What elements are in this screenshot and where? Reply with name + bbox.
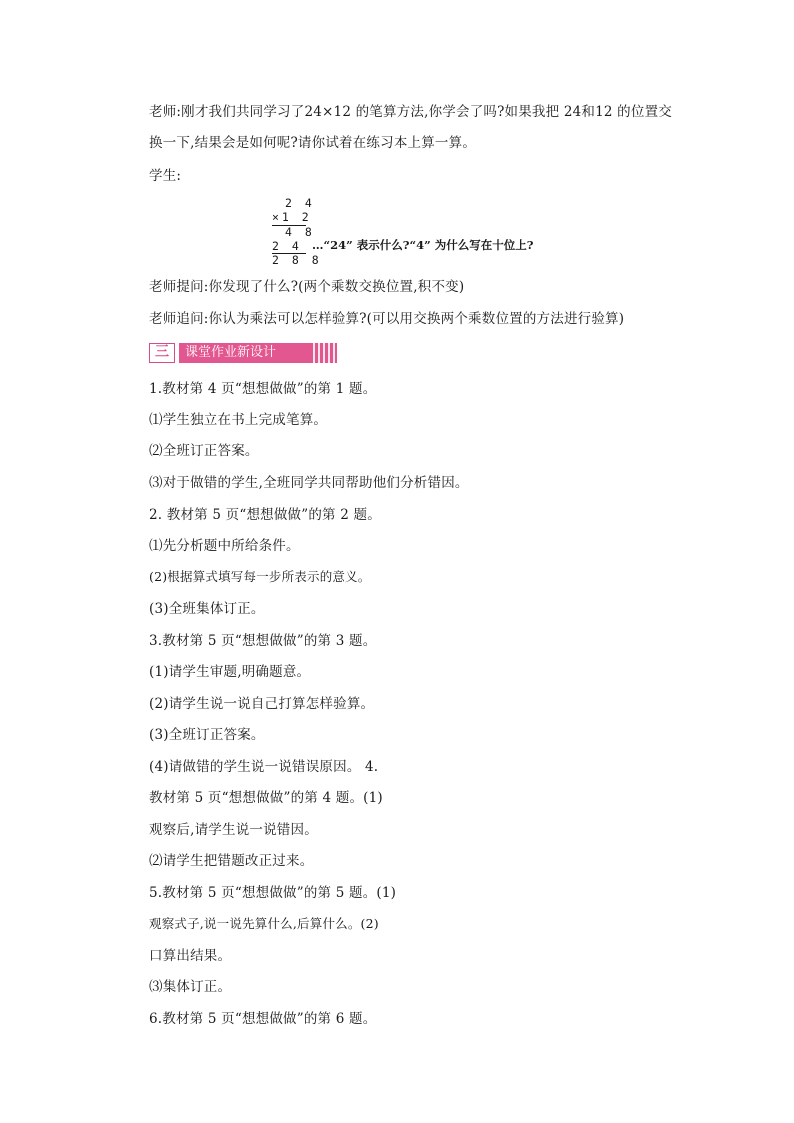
list-item: (3)全班集体订正。 xyxy=(149,601,265,617)
list-item: ⑴先分析题中所给条件。 xyxy=(149,538,300,554)
section-title: 课堂作业新设计 xyxy=(179,343,337,363)
multiplier: ×1 2 xyxy=(272,210,312,224)
list-item: (3)全班订正答案。 xyxy=(149,727,265,743)
list-item: 1.教材第 4 页“想想做做”的第 1 题。 xyxy=(149,381,377,397)
multiplicand: 2 4 xyxy=(285,196,315,210)
list-item: 6.教材第 5 页“想想做做”的第 6 题。 xyxy=(149,1011,377,1027)
section-header xyxy=(149,343,337,363)
list-item: ⑵请学生把错题改正过来。 xyxy=(149,853,314,869)
list-item: ⑶集体订正。 xyxy=(149,979,232,995)
list-item: 观察式子,说一说先算什么,后算什么。(2) xyxy=(149,916,379,931)
list-item: (2)根据算式填写每一步所表示的意义。 xyxy=(149,569,371,584)
list-item: (4)请做错的学生说一说错误原因。 4. xyxy=(149,759,379,775)
teacher-question: 老师提问:你发现了什么?(两个乘数交换位置,积不变) xyxy=(149,279,465,295)
list-item: (2)请学生说一说自己打算怎样验算。 xyxy=(149,696,375,712)
partial-product-2: 2 4 xyxy=(272,239,302,253)
calc-annotation: …“24” 表示什么?“4” 为什么写在十位上? xyxy=(312,238,534,252)
vertical-multiplication xyxy=(272,196,572,268)
list-item: 观察后,请学生说一说错因。 xyxy=(149,822,318,838)
list-item: 2. 教材第 5 页“想想做做”的第 2 题。 xyxy=(149,507,381,523)
list-item: ⑶对于做错的学生,全班同学共同帮助他们分析错因。 xyxy=(149,475,469,491)
product-result: 2 8 8 xyxy=(272,253,322,267)
teacher-statement-line1: 老师:刚才我们共同学习了24×12 的笔算方法,你学会了吗?如果我把 24和12 的位置交 xyxy=(149,104,672,120)
list-item: ⑴学生独立在书上完成笔算。 xyxy=(149,412,328,428)
list-item: 3.教材第 5 页“想想做做”的第 3 题。 xyxy=(149,633,377,649)
teacher-statement-line2: 换一下,结果会是如何呢?请你试着在练习本上算一算。 xyxy=(149,135,477,151)
student-label: 学生: xyxy=(149,168,182,184)
teacher-followup: 老师追问:你认为乘法可以怎样验算?(可以用交换两个乘数位置的方法进行验算) xyxy=(149,311,625,327)
partial-product-1: 4 8 xyxy=(285,225,315,239)
section-number-icon: 三 xyxy=(149,343,175,363)
list-item: 5.教材第 5 页“想想做做”的第 5 题。(1) xyxy=(149,885,397,901)
list-item: ⑵全班订正答案。 xyxy=(149,443,259,459)
list-item: 口算出结果。 xyxy=(149,948,232,964)
list-item: (1)请学生审题,明确题意。 xyxy=(149,664,311,680)
list-item: 教材第 5 页“想想做做”的第 4 题。(1) xyxy=(149,790,383,806)
